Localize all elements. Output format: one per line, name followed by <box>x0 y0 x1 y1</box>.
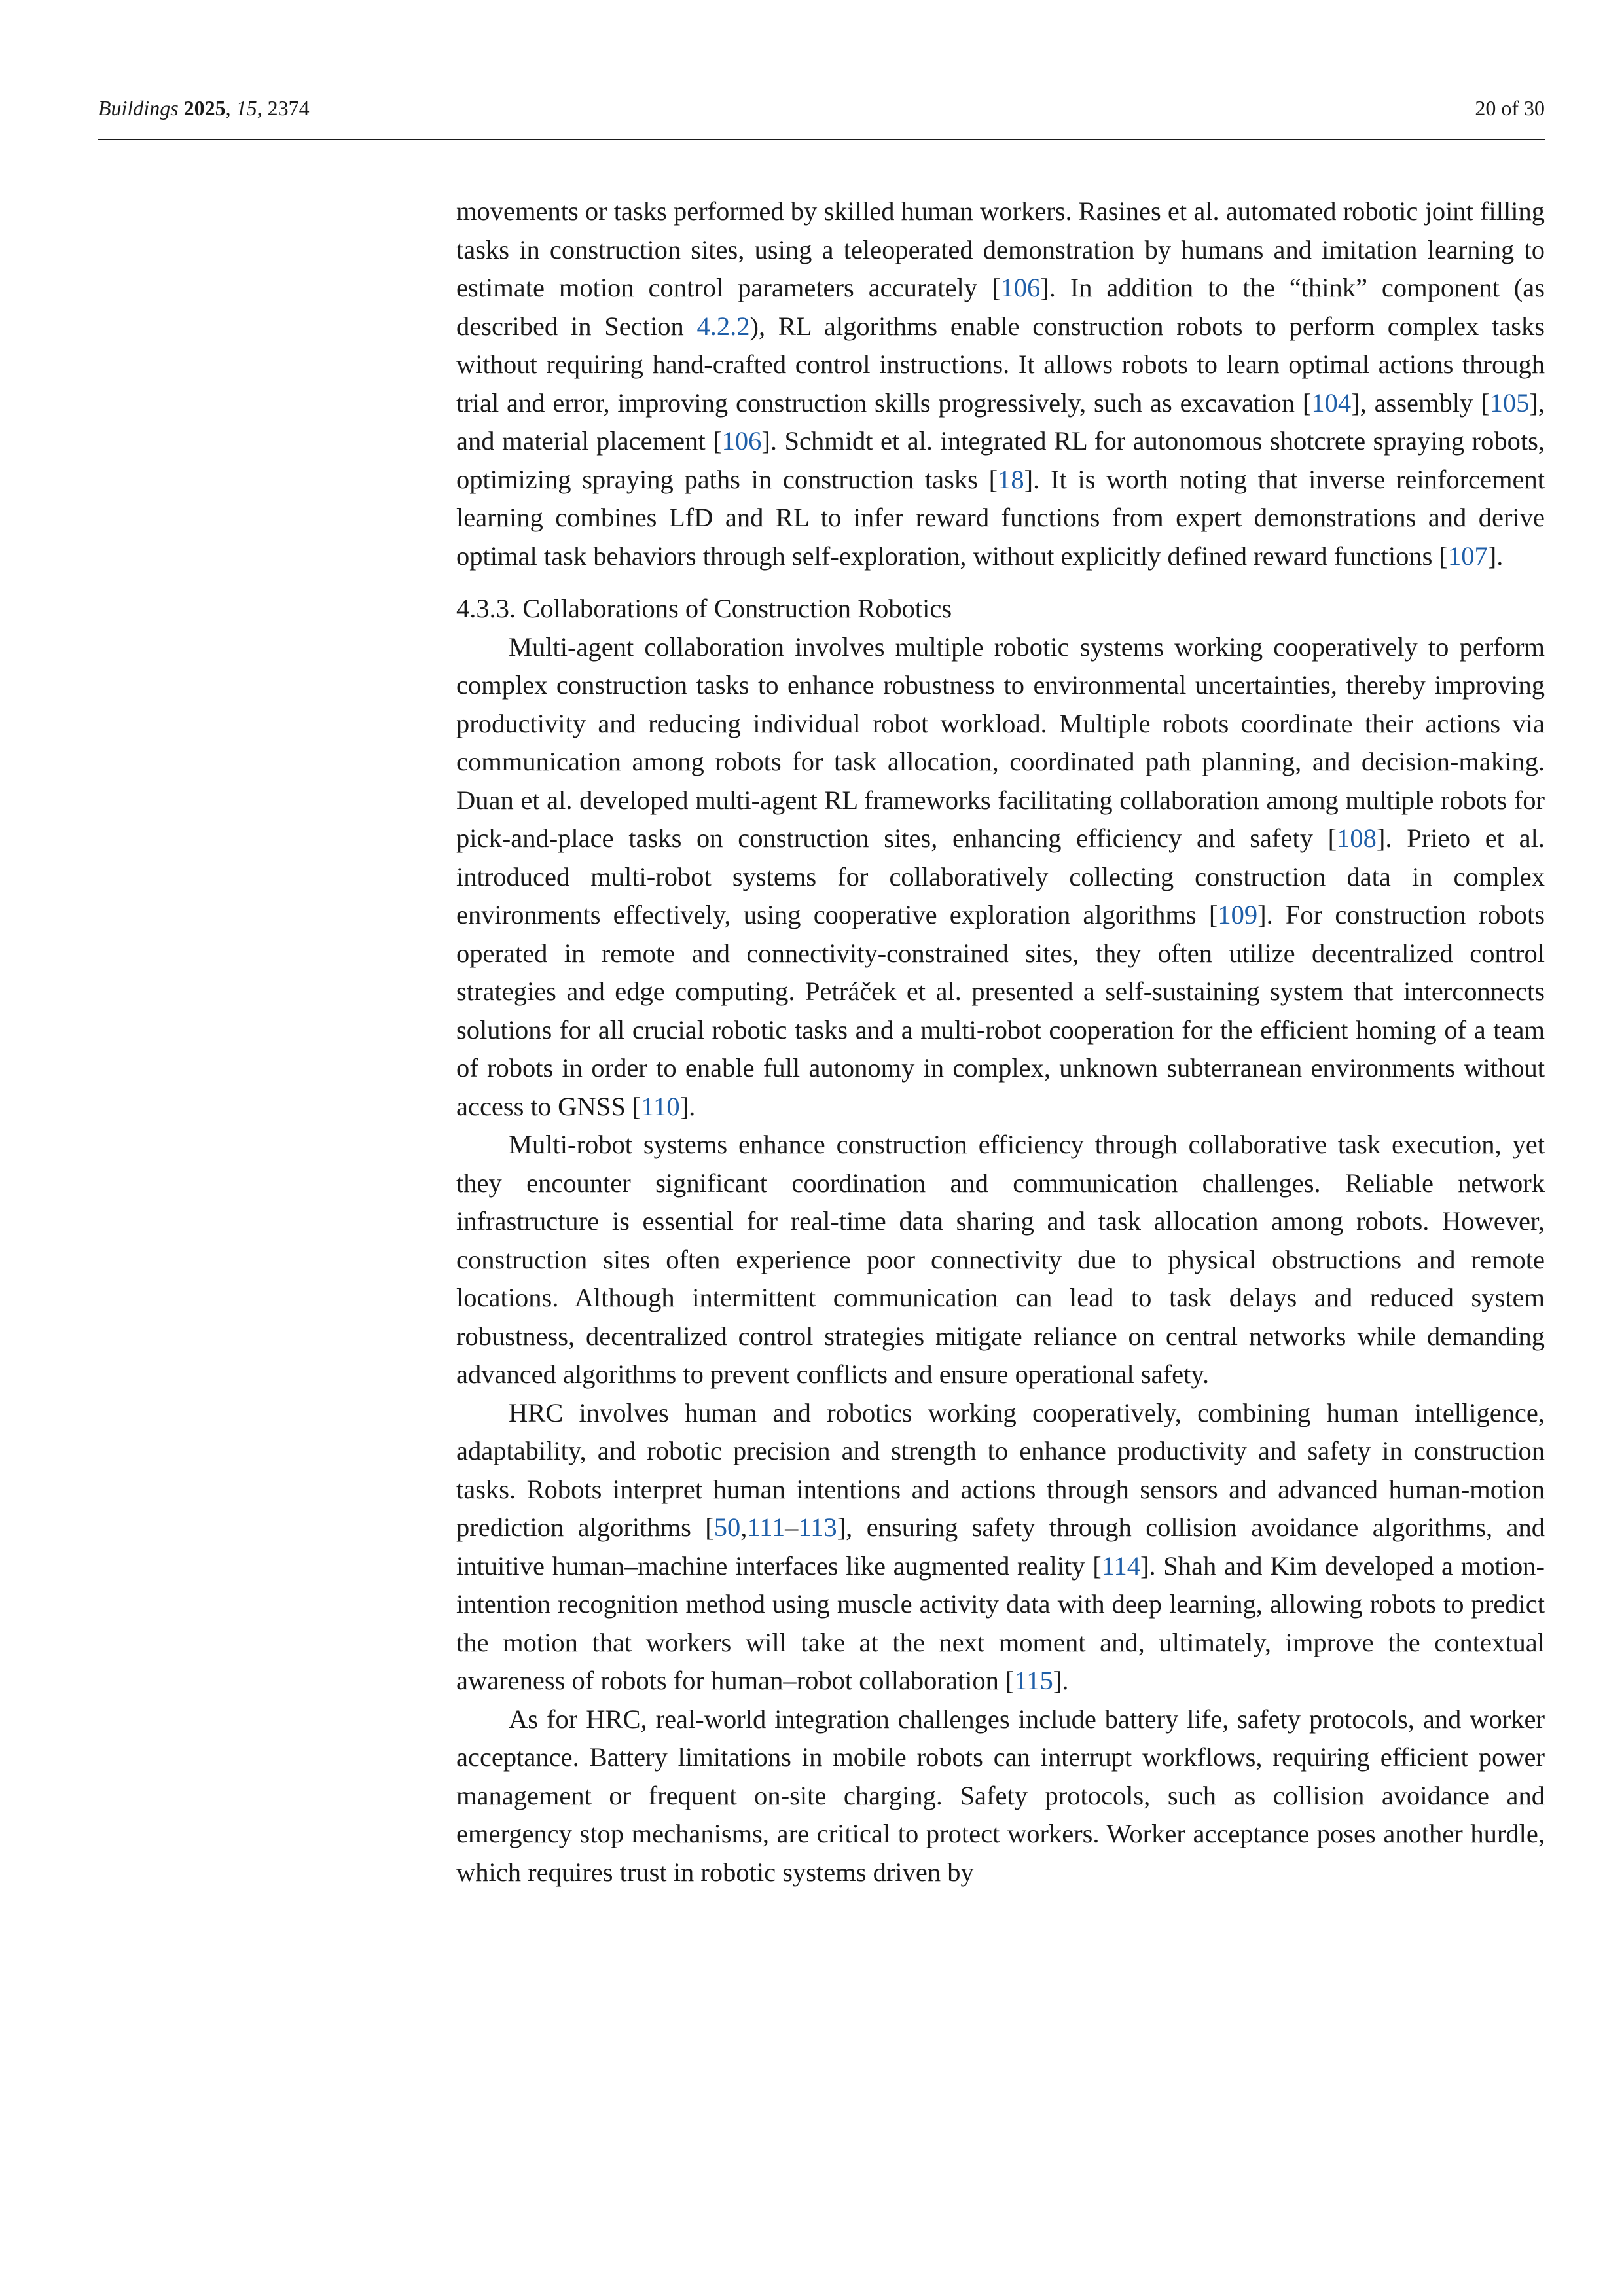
body-paragraph <box>456 1126 1545 1394</box>
paragraph-text: ]. In addition to the “think” component (as described in Section <box>456 273 1545 341</box>
article-number: 2374 <box>267 96 310 120</box>
paragraph-text: ]. Prieto et al. introduced multi-robot systems for collaboratively collecting construction data in complex environments effectively, using cooperative exploration algorithms [ <box>456 823 1545 929</box>
citation-link[interactable]: 108 <box>1337 823 1377 853</box>
paragraph-text: Multi-agent collaboration involves multiple robotic systems working cooperatively to perform complex construction tasks to enhance robustness to environmental uncertainties, thereby improving productivity and reducing individual robot workload. Multiple robots coordinate their actions via communication among robots for task allocation, coordinated path planning, and decision-making. Duan et al. developed multi-agent RL frameworks facilitating collaboration among multiple robots for pick-and-place tasks on construction sites, enhancing efficiency and safety [ <box>456 632 1545 853</box>
paragraph-text: , <box>740 1513 748 1542</box>
header-divider <box>98 139 1545 140</box>
page-header <box>98 92 1545 124</box>
body-paragraph <box>456 192 1545 575</box>
body-paragraph <box>456 1394 1545 1700</box>
paragraph-text: ]. For construction robots operated in remote and connectivity-constrained sites, they often utilize decentralized control strategies and edge computing. Petráček et al. presented a self-sustaining system that interconnects solutions for all crucial robotic tasks and a multi-robot cooperation for the efficient homing of a team of robots in order to enable full autonomy in complex, unknown subterranean environments without access to GNSS [ <box>456 900 1545 1121</box>
paragraph-text: ]. It is worth noting that inverse reinforcement learning combines LfD and RL to infer reward functions from expert demonstrations and derive optimal task behaviors through self-exploration, without explicitly defined reward functions [ <box>456 464 1545 571</box>
paragraph-text: ]. <box>1053 1666 1069 1695</box>
citation-link[interactable]: 107 <box>1448 541 1488 571</box>
citation-line: Buildings 2025, 15, 2374 <box>98 96 310 120</box>
article-body <box>456 192 1545 1892</box>
citation-link[interactable]: 106 <box>1000 273 1041 302</box>
paragraph-text: 4.3.3. Collaborations of Construction Robotics <box>456 594 952 623</box>
citation-link[interactable]: 18 <box>998 464 1024 494</box>
paragraph-text: HRC involves human and robotics working cooperatively, combining human intelligence, adaptability, and robotic precision and strength to enhance productivity and safety in construction tasks. Robots interpret human intentions and actions through sensors and advanced human-motion prediction algorithms [ <box>456 1397 1545 1542</box>
citation-link[interactable]: 109 <box>1218 900 1258 929</box>
publication-year: 2025 <box>183 96 226 120</box>
citation-link[interactable]: 115 <box>1014 1666 1053 1695</box>
section-heading <box>456 590 1545 628</box>
journal-name: Buildings <box>98 96 179 120</box>
citation-link[interactable]: 106 <box>721 426 762 456</box>
paragraph-text: ]. <box>1487 541 1504 571</box>
paragraph-text: ], and material placement [ <box>456 387 1545 456</box>
paragraph-text: – <box>785 1513 799 1542</box>
citation-link[interactable]: 50 <box>713 1513 741 1542</box>
paragraph-text: As for HRC, real-world integration challenges include battery life, safety protocols, and worker acceptance. Battery limitations in mobile robots can interrupt workflows, requiring efficient power management or frequent on-site charging. Safety protocols, such as collision avoidance and emergency stop mechanisms, are critical to protect workers. Worker acceptance poses another hurdle, which requires trust in robotic systems driven by <box>456 1704 1545 1887</box>
paragraph-text: movements or tasks performed by skilled human workers. Rasines et al. automated robotic joint filling tasks in construction sites, using a teleoperated demonstration by humans and imitation learning to estimate motion control parameters accurately [ <box>456 196 1545 302</box>
citation-link[interactable]: 4.2.2 <box>696 311 750 341</box>
paragraph-text: ), RL algorithms enable construction robots to perform complex tasks without requiring hand-crafted control instructions. It allows robots to learn optimal actions through trial and error, improving construction skills progressively, such as excavation [ <box>456 311 1545 418</box>
paragraph-text: ], assembly [ <box>1351 387 1490 418</box>
paragraph-text: ]. Schmidt et al. integrated RL for autonomous shotcrete spraying robots, optimizing spraying paths in construction tasks [ <box>456 426 1545 494</box>
citation-link[interactable]: 113 <box>798 1513 837 1542</box>
citation-link[interactable]: 111 <box>747 1513 785 1542</box>
paragraph-text: ]. Shah and Kim developed a motion-intention recognition method using muscle activity data with deep learning, allowing robots to predict the motion that workers will take at the next moment and, ultimately, improve the contextual awareness of robots for human–robot collaboration [ <box>456 1551 1545 1695</box>
citation-link[interactable]: 114 <box>1101 1551 1140 1581</box>
citation-link[interactable]: 110 <box>641 1091 680 1121</box>
body-paragraph <box>456 1700 1545 1892</box>
paragraph-text: Multi-robot systems enhance construction efficiency through collaborative task execution, yet they encounter significant coordination and communication challenges. Reliable network infrastructure is essential for real-time data sharing and task allocation among robots. However, construction sites often experience poor connectivity due to physical obstructions and remote locations. Although intermittent communication can lead to task delays and reduced system robustness, decentralized control strategies mitigate reliance on central networks while demanding advanced algorithms to prevent conflicts and ensure operational safety. <box>456 1130 1545 1389</box>
paragraph-text: ]. <box>679 1091 696 1121</box>
citation-link[interactable]: 104 <box>1311 387 1352 418</box>
page-number: 20 of 30 <box>1475 96 1545 120</box>
paragraph-text: ], ensuring safety through collision avoidance algorithms, and intuitive human–machine interfaces like augmented reality [ <box>456 1513 1545 1581</box>
citation-link[interactable]: 105 <box>1489 387 1530 418</box>
body-paragraph <box>456 628 1545 1126</box>
volume-number: 15 <box>236 96 257 120</box>
